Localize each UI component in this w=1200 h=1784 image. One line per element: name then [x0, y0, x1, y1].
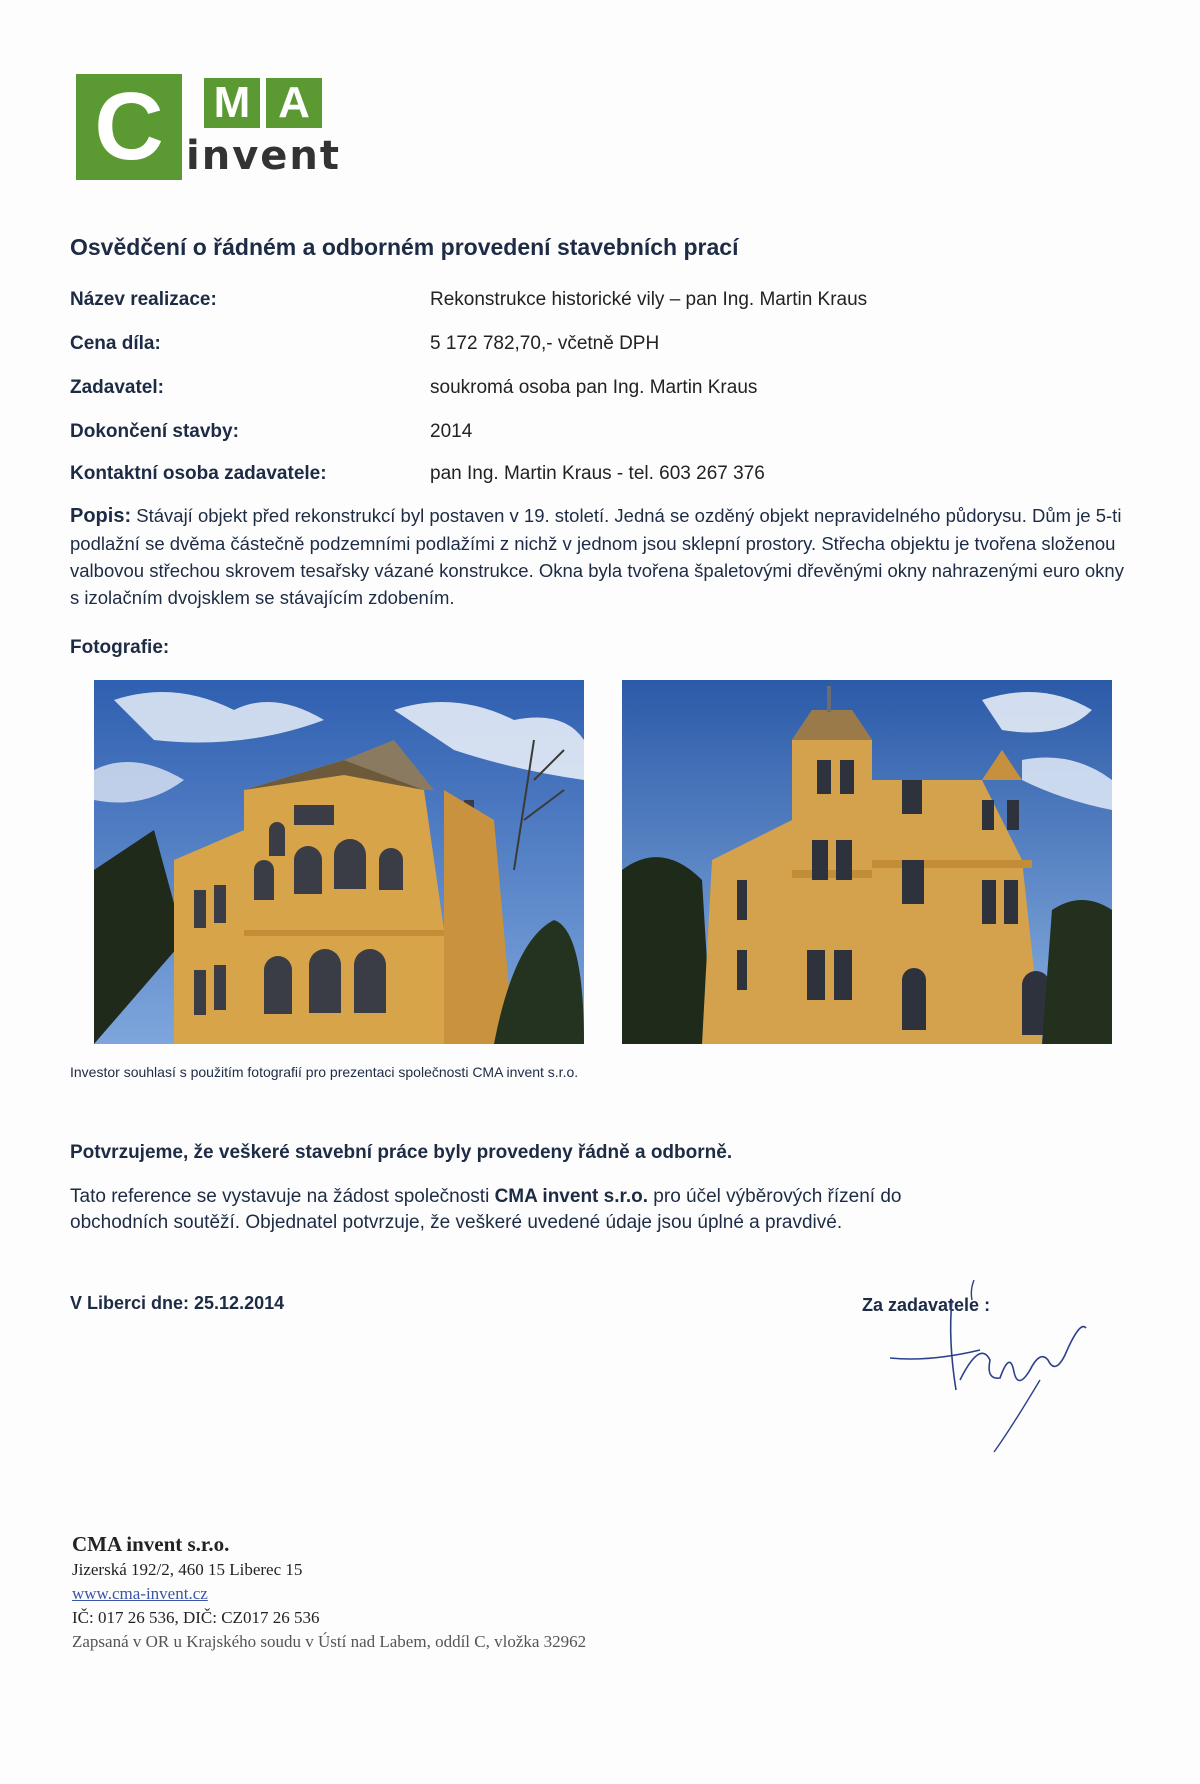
photo-consent-note: Investor souhlasí s použitím fotografií pro prezentaci společnosti CMA invent s.r.o. [70, 1064, 579, 1080]
field-project-name [70, 286, 1130, 316]
field-value: Rekonstrukce historické vily – pan Ing. Martin Kraus [430, 289, 868, 310]
logo-word: invent [186, 133, 341, 179]
logo-letter-m: M [204, 78, 260, 128]
document-title: Osvědčení o řádném a odborném provedení stavebních prací [70, 234, 739, 260]
field-value: 2014 [430, 421, 473, 442]
footer-registry: Zapsaná v OR u Krajského soudu v Ústí nad Labem, oddíl C, vložka 32962 [72, 1632, 587, 1651]
footer-ids: IČ: 017 26 536, DIČ: CZ017 26 536 [72, 1608, 320, 1627]
description-label: Popis: [70, 505, 132, 527]
field-completion [70, 418, 1130, 448]
field-label: Zadavatel: [70, 377, 164, 398]
villa-photo-front [94, 680, 584, 1044]
field-value: soukromá osoba pan Ing. Martin Kraus [430, 377, 758, 398]
field-value: 5 172 782,70,- včetně DPH [430, 333, 660, 354]
footer-website-link[interactable]: www.cma-invent.cz [72, 1584, 208, 1603]
reference-statement [70, 1184, 970, 1236]
logo-letter-c: C [76, 74, 182, 180]
statement-after: pro účel výběrových řízení do obchodních soutěží. Objednatel potvrzuje, že veškeré uvedené údaje jsou úplné a pravdivé. [70, 1186, 902, 1233]
confirmation-statement: Potvrzujeme, že veškeré stavební práce byly provedeny řádně a odborně. [70, 1142, 733, 1163]
field-value: pan Ing. Martin Kraus - tel. 603 267 376 [430, 463, 765, 484]
footer-company: CMA invent s.r.o. [72, 1532, 230, 1556]
villa-photo-side [622, 680, 1112, 1044]
field-label: Kontaktní osoba zadavatele: [70, 463, 327, 484]
signature-label: Za zadavatele : [862, 1295, 991, 1315]
footer-address: Jizerská 192/2, 460 15 Liberec 15 [72, 1560, 303, 1579]
field-label: Dokončení stavby: [70, 421, 239, 442]
photos-label: Fotografie: [70, 637, 170, 658]
statement-company: CMA invent s.r.o. [494, 1186, 649, 1207]
company-footer [72, 1530, 586, 1654]
handwritten-signature [890, 1280, 1110, 1460]
place-and-date: V Liberci dne: 25.12.2014 [70, 1293, 285, 1313]
statement-before: Tato reference se vystavuje na žádost společnosti [70, 1186, 495, 1207]
field-price [70, 330, 1130, 360]
field-label: Název realizace: [70, 289, 217, 310]
company-logo [76, 73, 341, 180]
logo-letter-a: A [266, 78, 322, 128]
field-client [70, 374, 1130, 404]
description [70, 502, 1130, 611]
field-label: Cena díla: [70, 333, 161, 354]
field-contact [70, 460, 1130, 490]
description-text: Stávají objekt před rekonstrukcí byl postaven v 19. století. Jedná se ozděný objekt nepravidelného půdorysu. Dům je 5-ti podlažní se dvěma částečně podzemními podlažími z nichž v jednom jsou sklepní prostory. Střecha objektu je tvořena složenou valbovou střechou skrovem tesařsky vázané konstrukce. Okna byla tvořena špaletovými dřevěnými okny nahrazenými euro okny s izolačním dvojsklem se stávajícím zdobením. [70, 505, 1124, 608]
